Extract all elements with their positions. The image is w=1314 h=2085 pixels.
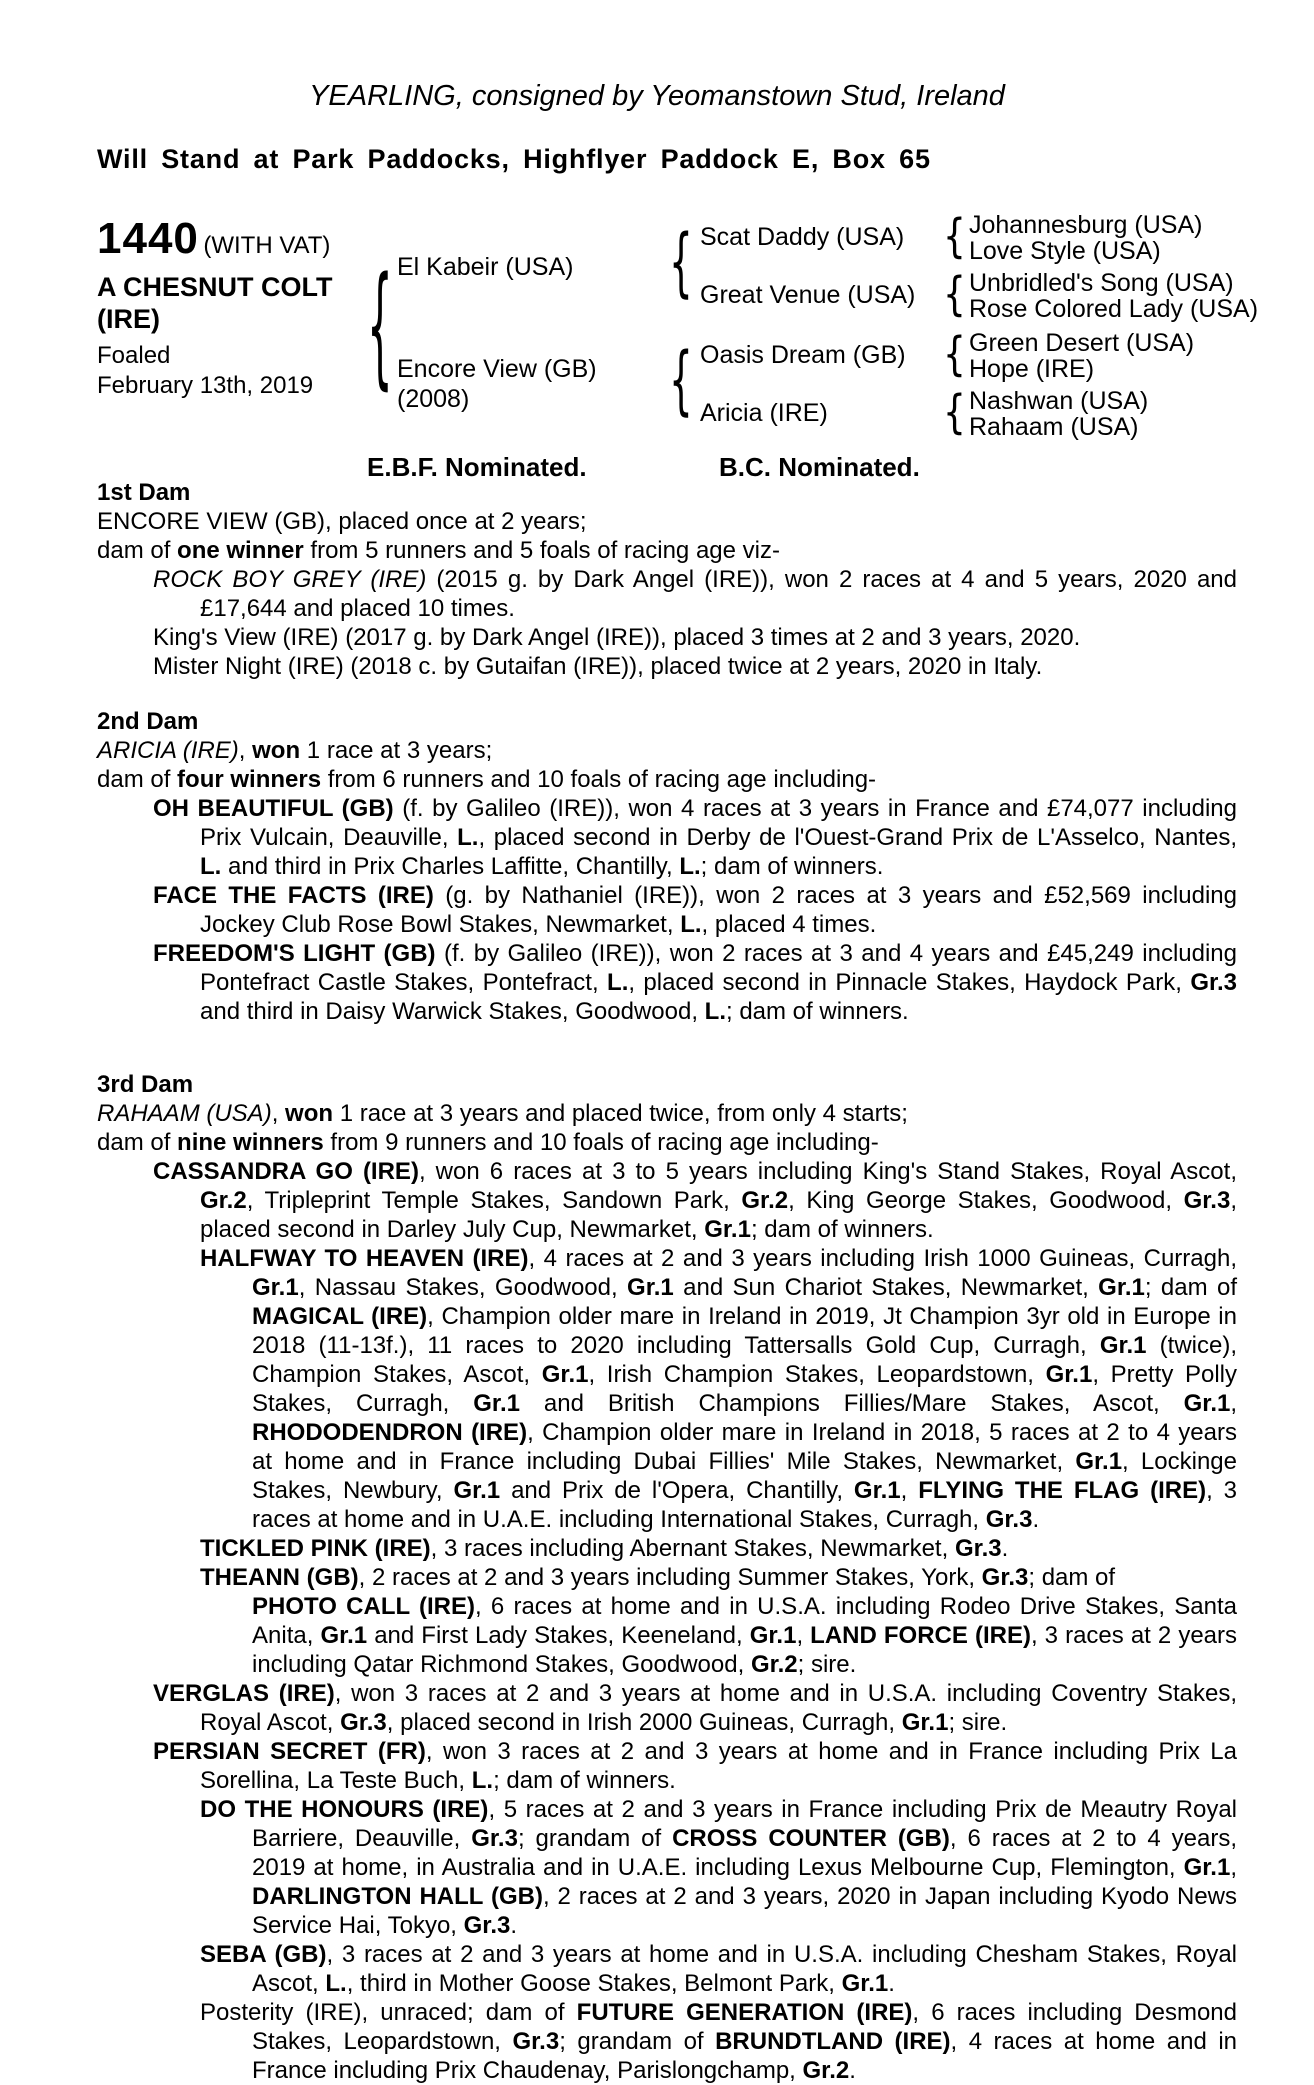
pedigree-dam-sire: Oasis Dream (GB) [700, 341, 906, 369]
pedigree-dam: Encore View (GB) [397, 355, 597, 383]
dam-section-heading: 1st Dam [97, 479, 191, 506]
lot-line [97, 214, 330, 264]
pedigree-brace-dam: { [669, 338, 693, 426]
pedigree-brace-sire: { [669, 220, 693, 308]
horse-country-suffix: (IRE) [97, 304, 160, 334]
pedigree-gp-rahaam: Rahaam (USA) [969, 413, 1139, 441]
pedigree-paragraph: dam of four winners from 6 runners and 10 foals of racing age including- [97, 766, 877, 793]
pedigree-paragraph: THEANN (GB), 2 races at 2 and 3 years including Summer Stakes, York, Gr.3; dam of [200, 1564, 1116, 1591]
pedigree-gp-johannesburg: Johannesburg (USA) [969, 211, 1203, 239]
pedigree-paragraph: ARICIA (IRE), won 1 race at 3 years; [97, 737, 493, 764]
pedigree-paragraph: OH BEAUTIFUL (GB) (f. by Galileo (IRE)), won 4 races at 3 years in France and £74,077 including Prix Vulcain, Deauville, L., placed second in Derby de l'Ouest-Grand Prix de L'Asselco, Nantes, L. and third in Prix Charles Laffitte, Chantilly, L.; dam of winners. [153, 795, 1238, 880]
pedigree-gp-green-desert: Green Desert (USA) [969, 329, 1195, 357]
pedigree-sire: El Kabeir (USA) [397, 253, 574, 281]
pedigree-brace-gp3: { [943, 328, 966, 383]
pedigree-paragraph: dam of one winner from 5 runners and 5 foals of racing age viz- [97, 537, 780, 564]
dam-pedigree-text [97, 478, 1237, 2085]
dam-section-heading: 2nd Dam [97, 708, 199, 735]
pedigree-paragraph: PHOTO CALL (IRE), 6 races at home and in U.S.A. including Rodeo Drive Stakes, Santa Anita, Gr.1 and First Lady Stakes, Keeneland, Gr.1, LAND FORCE (IRE), 3 races at 2 years including Qatar Richmond Stakes, Goodwood, Gr.2; sire. [252, 1593, 1238, 1678]
pedigree-brace-gp4: { [943, 386, 966, 441]
pedigree-dam-dam: Aricia (IRE) [700, 399, 828, 427]
dam-section-heading: 3rd Dam [97, 1071, 194, 1098]
pedigree-paragraph: VERGLAS (IRE), won 3 races at 2 and 3 years at home and in U.S.A. including Coventry Stakes, Royal Ascot, Gr.3, placed second in Irish 2000 Guineas, Curragh, Gr.1; sire. [153, 1680, 1237, 1736]
pedigree-paragraph: ROCK BOY GREY (IRE) (2015 g. by Dark Angel (IRE)), won 2 races at 4 and 5 years, 2020 and £17,644 and placed 10 times. [153, 566, 1238, 622]
pedigree-paragraph: TICKLED PINK (IRE), 3 races including Abernant Stakes, Newmarket, Gr.3. [200, 1535, 1009, 1562]
pedigree-gp-hope: Hope (IRE) [969, 355, 1095, 383]
pedigree-gp-rose-colored-lady: Rose Colored Lady (USA) [969, 295, 1259, 323]
pedigree-paragraph: CASSANDRA GO (IRE), won 6 races at 3 to 5 years including King's Stand Stakes, Royal Ascot, Gr.2, Tripleprint Temple Stakes, Sandown Park, Gr.2, King George Stakes, Goodwood, Gr.3, placed second in Darley July Cup, Newmarket, Gr.1; dam of winners. [153, 1158, 1237, 1243]
pedigree-paragraph: King's View (IRE) (2017 g. by Dark Angel (IRE)), placed 3 times at 2 and 3 years, 2020. [153, 624, 1081, 651]
pedigree-paragraph: Mister Night (IRE) (2018 c. by Gutaifan (IRE)), placed twice at 2 years, 2020 in Italy. [153, 653, 1043, 680]
horse-description: A CHESNUT COLT [97, 272, 333, 302]
consignor-header: YEARLING, consigned by Yeomanstown Stud, Ireland [309, 80, 1005, 112]
pedigree-brace-gp2: { [943, 268, 966, 323]
pedigree-gp-unbridleds-song: Unbridled's Song (USA) [969, 269, 1234, 297]
pedigree-paragraph: SEBA (GB), 3 races at 2 and 3 years at home and in U.S.A. including Chesham Stakes, Royal Ascot, L., third in Mother Goose Stakes, Belmont Park, Gr.1. [200, 1941, 1237, 1997]
pedigree-gp-nashwan: Nashwan (USA) [969, 387, 1149, 415]
foaled-date: February 13th, 2019 [97, 372, 314, 399]
pedigree-sire-sire: Scat Daddy (USA) [700, 223, 905, 251]
pedigree-dam-year: (2008) [397, 385, 470, 413]
pedigree-paragraph: PERSIAN SECRET (FR), won 3 races at 2 and 3 years at home and in France including Prix La Sorellina, La Teste Buch, L.; dam of winners. [153, 1738, 1237, 1794]
stand-location-header: Will Stand at Park Paddocks, Highflyer Paddock E, Box 65 [97, 144, 931, 174]
pedigree-table [97, 210, 1259, 484]
pedigree-sire-dam: Great Venue (USA) [700, 281, 916, 309]
ebf-nominated-label: E.B.F. Nominated. [367, 452, 587, 482]
pedigree-paragraph: FACE THE FACTS (IRE) (g. by Nathaniel (IRE)), won 2 races at 3 years and £52,569 including Jockey Club Rose Bowl Stakes, Newmarket, L., placed 4 times. [153, 882, 1237, 938]
pedigree-brace-gp1: { [943, 210, 966, 265]
vat-note: (WITH VAT) [203, 232, 331, 259]
pedigree-paragraph: DO THE HONOURS (IRE), 5 races at 2 and 3 years in France including Prix de Meautry Royal Barriere, Deauville, Gr.3; grandam of CROSS COUNTER (GB), 6 races at 2 to 4 years, 2019 at home, in Australia and in U.A.E. including Lexus Melbourne Cup, Flemington, Gr.1, DARLINGTON HALL (GB), 2 races at 2 and 3 years, 2020 in Japan including Kyodo News Service Hai, Tokyo, Gr.3. [200, 1796, 1238, 1939]
pedigree-paragraph: HALFWAY TO HEAVEN (IRE), 4 races at 2 and 3 years including Irish 1000 Guineas, Curragh, Gr.1, Nassau Stakes, Goodwood, Gr.1 and Sun Chariot Stakes, Newmarket, Gr.1; dam of MAGICAL (IRE), Champion older mare in Ireland in 2019, Jt Champion 3yr old in Europe in 2018 (11-13f.), 11 races to 2020 including Tattersalls Gold Cup, Curragh, Gr.1 (twice), Champion Stakes, Ascot, Gr.1, Irish Champion Stakes, Leopardstown, Gr.1, Pretty Polly Stakes, Curragh, Gr.1 and British Champions Fillies/Mare Stakes, Ascot, Gr.1, RHODODENDRON (IRE), Champion older mare in Ireland in 2018, 5 races at 2 to 4 years at home and in France including Dubai Fillies' Mile Stakes, Newmarket, Gr.1, Lockinge Stakes, Newbury, Gr.1 and Prix de l'Opera, Chantilly, Gr.1, FLYING THE FLAG (IRE), 3 races at home and in U.A.E. including International Stakes, Curragh, Gr.3. [200, 1245, 1238, 1533]
foaled-label: Foaled [97, 342, 171, 369]
pedigree-brace-main: { [367, 252, 393, 406]
pedigree-paragraph: dam of nine winners from 9 runners and 10 foals of racing age including- [97, 1129, 879, 1156]
pedigree-paragraph: RAHAAM (USA), won 1 race at 3 years and placed twice, from only 4 starts; [97, 1100, 908, 1127]
pedigree-paragraph: FREEDOM'S LIGHT (GB) (f. by Galileo (IRE)), won 2 races at 3 and 4 years and £45,249 including Pontefract Castle Stakes, Pontefract, L., placed second in Pinnacle Stakes, Haydock Park, Gr.3 and third in Daisy Warwick Stakes, Goodwood, L.; dam of winners. [153, 940, 1238, 1025]
bc-nominated-label: B.C. Nominated. [719, 452, 920, 482]
lot-number: 1440 [97, 214, 199, 263]
pedigree-paragraph: Posterity (IRE), unraced; dam of FUTURE GENERATION (IRE), 6 races including Desmond Stakes, Leopardstown, Gr.3; grandam of BRUNDTLAND (IRE), 4 races at home and in France including Prix Chaudenay, Parislongchamp, Gr.2. [200, 1999, 1237, 2084]
dam-section [97, 1070, 1237, 2085]
dam-section [97, 478, 1237, 681]
pedigree-gp-love-style: Love Style (USA) [969, 237, 1161, 265]
pedigree-paragraph: ENCORE VIEW (GB), placed once at 2 years; [97, 508, 587, 535]
dam-section [97, 707, 1237, 1026]
